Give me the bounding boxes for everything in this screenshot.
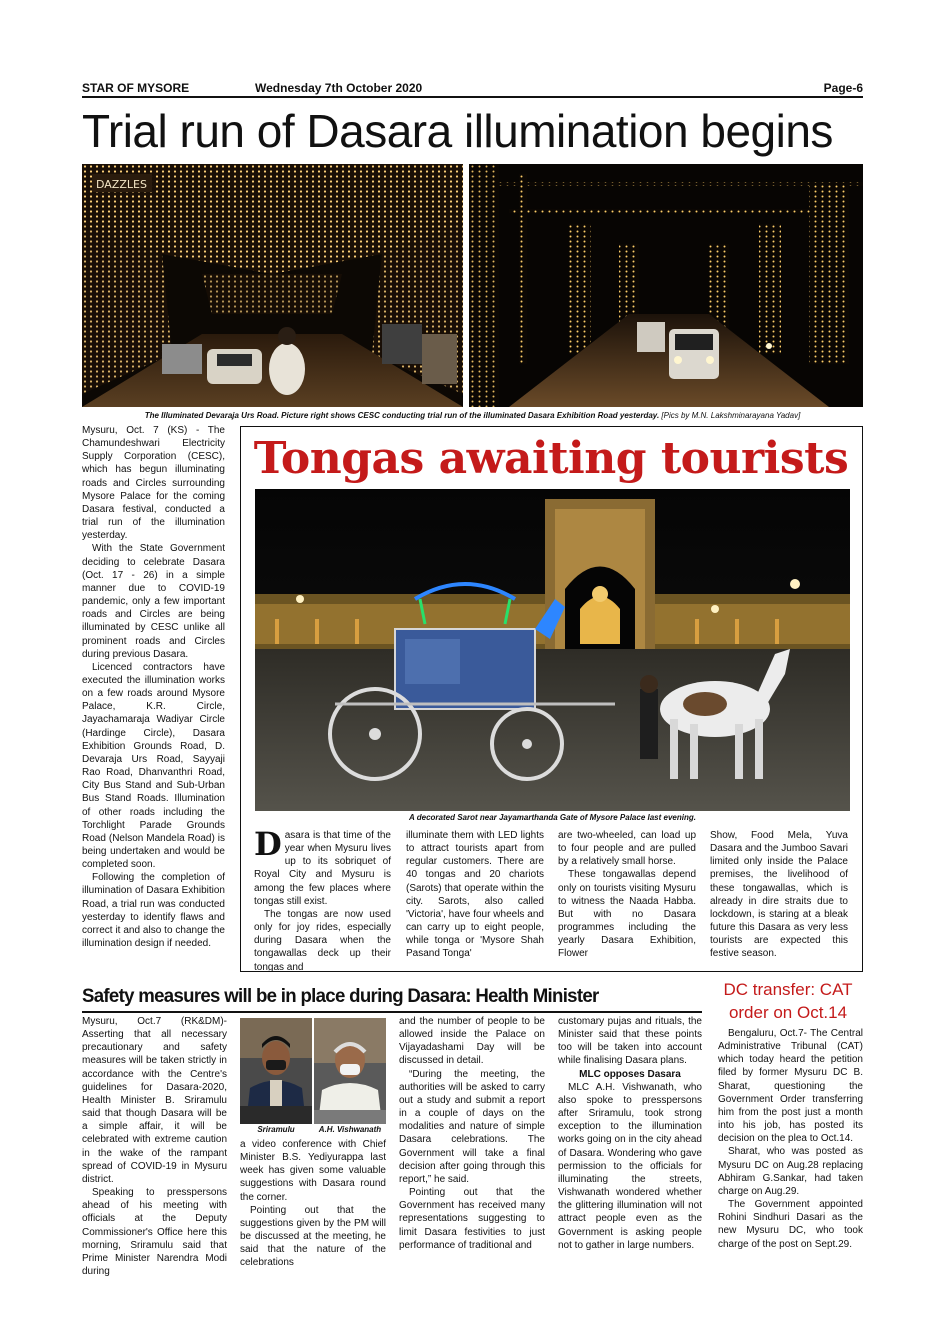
safety-paragraph: a video conference with Chief Minister B.S. Yediyurappa last week has given some valuable suggestions with Dasara round the corner. (240, 1139, 386, 1203)
illumination-paragraph: Licenced contractors have executed the illumination works on a few roads around Mysore Palace, K.R. Circle, Jayachamaraja Wadiyar Circle (Hardinge Circle), Dasara Exhibition Grounds Road, D. Devaraja Urs Road, Sayyaji Rao Road, Dhanvanthri Road, City Bus Stand and Sub-Urban Bus Stand Roads. Illumination of other roads including the Torchlight Parade Grounds Road (Nelson Mandela Road) is being undertaken and would be completed soon. (82, 661, 225, 871)
tongas-col1-text: asara is that time of the year when Mysuru lives up to its sobriquet of Royal City and Mysuru is among the few places where tongas still exist. (254, 830, 391, 907)
tongas-col1b-text: The tongas are now used only for joy rides, especially during Dasara when the tongawallas deck up their tongas and (254, 908, 391, 973)
illumination-paragraph: With the State Government deciding to celebrate Dasara (Oct. 17 - 26) in a simple manner due to COVID-19 pandemic, only a few important roads and Circles are being illuminated by CESC unlike all prominent roads and Circles during previous Dasara. (82, 543, 225, 660)
safety-col-4 (558, 1015, 702, 1252)
safety-col-2 (240, 1138, 386, 1270)
masthead (82, 80, 863, 98)
vishwanath-caption: A.H. Vishwanath (318, 1125, 382, 1134)
devaraja-urs-road-photo (82, 164, 463, 407)
safety-paragraph: Mysuru, Oct.7 (RK&DM)- Asserting that all necessary precautionary and safety measures will be taken strictly in accordance with the Centre's guidelines for Dasara-2020, Health Minister B. Sriramulu said that though Dasara will be a simple affair, it will be celebrated with extreme caution in the wake of the rampant spread of COVID-19 in Mysuru district. (82, 1016, 227, 1185)
photo-caption-text: The Illuminated Devaraja Urs Road. Picture right shows CESC conducting trial run of the illuminated Dasara Exhibition Road yesterday. (144, 411, 660, 420)
tongas-col3b-text: These tongawallas depend only on tourists visiting Mysuru to witness the Naada Habba. But with no Dasara programmes including the yearly Dasara Exhibition, Flower (558, 869, 696, 960)
safety-paragraph: Speaking to presspersons ahead of his meeting with officials at the Deputy Commissioner's Office here this morning, Sriramulu said that Prime Minister Narendra Modi during (82, 1187, 227, 1277)
safety-paragraph: Pointing out that the Government has received many representations suggesting to limit Dasara festivities to just performance of traditional and (399, 1187, 545, 1251)
tongas-col3a-text: are two-wheeled, can load up to four people and are pulled by a relatively small horse. (558, 830, 696, 868)
drop-cap: D (254, 825, 282, 863)
dazzles-shop-sign: DAZZLES (96, 178, 147, 191)
tonga-photo-caption: A decorated Sarot near Jayamarthanda Gate of Mysore Palace last evening. (409, 813, 696, 822)
page-number: Page-6 (823, 81, 863, 95)
safety-paragraph: MLC A.H. Vishwanath, who also spoke to presspersons after Sriramulu, took strong exception to the illumination works going on in the city ahead of Dasara. Wondering who gave permission to the officials for illuminating the streets, Vishwanath wondered whether the glittering illumination will not attract people even as the Government is asking people not to gather in large numbers. (558, 1081, 702, 1251)
issue-date: Wednesday 7th October 2020 (255, 81, 423, 95)
tongas-feature-box (240, 426, 863, 972)
illumination-paragraph: Following the completion of illumination of Dasara Exhibition Road, a trial run was conducted yesterday to identify flaws and correct it and also to change the illumination design if needed. (82, 872, 225, 950)
tongas-col4-text: Show, Food Mela, Yuva Dasara and the Jumboo Savari limited only inside the Palace premises, the livelihood of these tongawallas, which is already in dire straits due to lockdown, is staring at a bleak future this Dasara as very less tourists are expected this festive season. (710, 830, 848, 960)
safety-col-3 (399, 1015, 545, 1252)
sriramulu-portrait (240, 1018, 312, 1124)
safety-paragraph: and the number of people to be allowed inside the Palace on Vijayadashami Day will be discussed in detail. (399, 1016, 545, 1067)
dc-paragraph: Sharat, who was posted as Mysuru DC on Aug.28 replacing Abhiram G.Sankar, had taken charge on Aug.29. (718, 1146, 863, 1197)
safety-paragraph: Pointing out that the suggestions given by the PM will be discussed at the meeting, he said that the nature of the celebrations (240, 1204, 386, 1269)
photo-credit: [Pics by M.N. Lakshminarayana Yadav] (661, 411, 801, 420)
safety-paragraph: “During the meeting, the authorities will be asked to carry out a study and submit a report in a couple of days on the modalities and nature of simple Dasara celebrations. The Government will take a final decision after going through this report,” he said. (399, 1068, 545, 1185)
tongas-col2-text: illuminate them with LED lights to attract tourists apart from regular customers. There are 40 tongas and 20 chariots (Sarots) that operate within the city. Sarots, also called 'Victoria', have four wheels and can carry up to eight people, while tonga or 'Mysore Shah Pasand Tonga' (406, 830, 544, 960)
dc-paragraph: Bengaluru, Oct.7- The Central Administrative Tribunal (CAT) which today heard the petition filed by former Mysuru DC B. Sharat, questioning the Government Order transferring him from the post just a month into his job, has posted its decision on the plea to Oct.14. (718, 1028, 863, 1145)
safety-headline: Safety measures will be in place during Dasara: Health Minister (82, 986, 599, 1007)
tongas-col-2 (406, 829, 544, 961)
dc-paragraph: The Government appointed Rohini Sindhuri Dasari as the new Mysuru DC, who took charge of the post on Sept.29. (718, 1199, 863, 1250)
vishwanath-portrait (314, 1018, 386, 1124)
safety-headline-rule (82, 1011, 702, 1013)
illumination-paragraph: Mysuru, Oct. 7 (KS) - The Chamundeshwari Electricity Supply Corporation (CESC), which has begun illuminating roads and Circles surrounding Mysore Palace for the coming Dasara festival, conducted a trial run of the illumination yesterday. (82, 425, 225, 542)
tongas-headline: Tongas awaiting tourists (253, 433, 849, 484)
newspaper-name: STAR OF MYSORE (82, 81, 190, 95)
photo-caption (82, 409, 863, 423)
tongas-col-3 (558, 829, 696, 961)
dc-transfer-story (718, 1027, 863, 1251)
mlc-subhead: MLC opposes Dasara (579, 1068, 681, 1080)
main-headline: Trial run of Dasara illumination begins (82, 105, 833, 157)
tonga-photo (255, 489, 850, 811)
safety-col-1 (82, 1015, 227, 1278)
tongas-col-1 (254, 825, 391, 974)
tongas-col-4 (710, 829, 848, 961)
illumination-story (82, 424, 225, 950)
exhibition-road-photo (469, 164, 863, 407)
dc-transfer-headline: DC transfer: CAT order on Oct.14 (723, 980, 853, 1022)
safety-paragraph: customary pujas and rituals, the Minister said that these points too will be taken into account while finalising Dasara plans. (558, 1016, 702, 1067)
sriramulu-caption: Sriramulu (257, 1125, 295, 1134)
